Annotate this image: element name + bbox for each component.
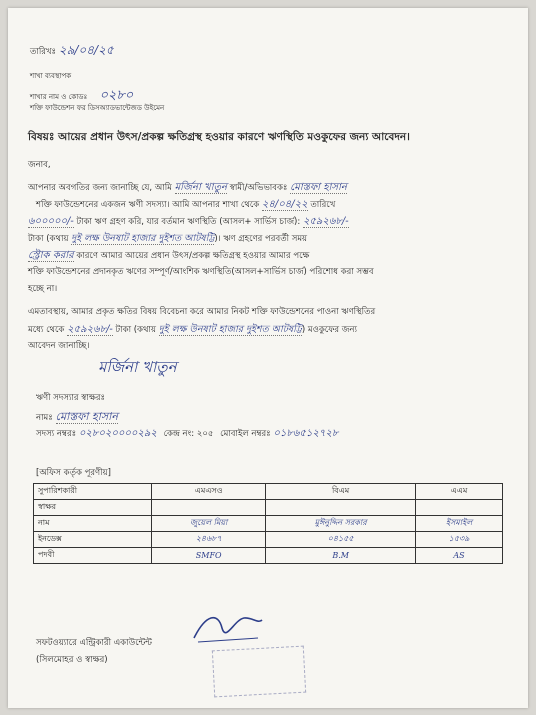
signature-cell <box>266 500 416 516</box>
body-line-7: হচ্ছে না। <box>28 284 58 294</box>
member-number: ০২৮০২০০০০২৯২ <box>78 428 157 439</box>
loan-amount: ৬০০০০০/- <box>28 216 74 227</box>
mobile-number: ০১৮৬৫১২৭২৮ <box>273 428 339 439</box>
loan-date: ২৪/০৪/২২ <box>261 199 308 210</box>
body-line-2: শক্তি ফাউন্ডেশনের একজন ঋণী সদস্যা। আমি আপনার শাখা থেকে ২৪/০৪/২২ তারিখে <box>36 199 336 210</box>
body-line-8: এমতাবস্থায়, আমার প্রকৃত ক্ষতির বিষয় বিবেচনা করে আমার নিকট শক্তি ফাউন্ডেশনের পাওনা ঋণস্থিতির <box>28 307 376 317</box>
application-document <box>8 8 528 708</box>
member-sign-label: ঋণী সদস্যার স্বাক্ষরঃ <box>36 393 106 403</box>
body-line-4: টাকা (কথায় দুই লক্ষ উনষাট হাজার দুইশত আটষট্টি)। ঋণ গ্রহণের পরবর্তী সময় <box>28 233 308 244</box>
member-signature: মর্জিনা খাতুন <box>98 358 177 376</box>
subject-line: বিষয়ঃ আয়ের প্রধান উৎস/প্রকল্প ক্ষতিগ্রস্থ হওয়ার কারণে ঋণস্থিতি মওকুফের জন্য আবেদন। <box>28 131 410 143</box>
addressee-title: শাখা ব্যবস্থাপক <box>30 72 72 80</box>
damage-cause: স্ট্রোক করার <box>28 250 74 261</box>
organization-name: শক্তি ফাউন্ডেশন ফর ডিসঅ্যাডভান্টেজড উইমেন <box>30 104 165 112</box>
body-line-6: শক্তি ফাউন্ডেশনের প্রদানকৃত ঋণের সম্পূর্ণ/আংশিক ঋণস্থিতি(আসল+সার্ভিস চার্জ) পরিশোধ করা সম্ভব <box>28 267 374 277</box>
table-row: পদবী SMFO B.M AS <box>34 548 503 564</box>
table-row: স্বাক্ষর <box>34 500 503 516</box>
seal-sign-note: (সিলমোহর ও স্বাক্ষর) <box>36 655 108 665</box>
accountant-title: সফটওয়্যারে এন্ট্রিকারী একাউন্টেন্ট <box>36 638 152 648</box>
guardian-name: মোস্তফা হাসান <box>290 182 347 193</box>
body-line-10: আবেদন জানাচ্ছি। <box>28 341 90 351</box>
waiver-amount: ২৫৯২৬৮/- <box>67 324 113 335</box>
date-line <box>30 42 114 62</box>
signature-cell <box>152 500 266 516</box>
applicant-name: মর্জিনা খাতুন <box>174 182 227 193</box>
balance-in-words: দুই লক্ষ উনষাট হাজার দুইশত আটষট্টি <box>71 233 215 244</box>
col-recommender: সুপারিশকারী <box>34 484 152 500</box>
table-header-row <box>34 484 503 500</box>
center-number: ২০৫ <box>196 429 214 439</box>
member-info-line: সদস্য নম্বরঃ ০২৮০২০০০০২৯২ কেন্দ্র নং: ২০৫ মোবাইল নম্বরঃ ০১৮৬৫১২৭২৮ <box>36 428 339 439</box>
branch-label: শাখার নাম ও কোডঃ <box>30 93 88 101</box>
waiver-in-words: দুই লক্ষ উনষাট হাজার দুইশত আটষট্টি <box>158 324 302 335</box>
office-heading: [অফিস কর্তৃক পূরণীয়] <box>36 468 111 478</box>
official-stamp <box>212 646 306 698</box>
body-line-9: মধ্যে থেকে ২৫৯২৬৮/- টাকা (কথায় দুই লক্ষ উনষাট হাজার দুইশত আটষট্টি) মওকুফের জন্য <box>28 324 357 335</box>
col-mso: এমএসও <box>152 484 266 500</box>
signature-cell <box>416 500 503 516</box>
col-am: এএম <box>416 484 503 500</box>
col-bm: বিএম <box>266 484 416 500</box>
date-label: তারিখঃ <box>30 47 57 57</box>
member-name: মোস্তফা হাসান <box>55 410 118 423</box>
date-value: ২৯/০৪/২৫ <box>58 43 114 57</box>
body-line-1: আপনার অবগতির জন্য জানাচ্ছি যে, আমি মর্জিনা খাতুন স্বামী/অভিভাবকঃ মোস্তফা হাসান <box>28 182 347 193</box>
outstanding-balance: ২৫৯২৬৮/- <box>302 216 349 227</box>
table-row: ইনডেক্স ২৪৬৮৭ ০৪১৫৫ ১৫৩৯ <box>34 532 503 548</box>
body-line-3: ৬০০০০০/- টাকা ঋণ গ্রহণ করি, যার বর্তমান ঋণস্থিতি (আসল+ সার্ভিস চার্জ): ২৫৯২৬৮/- <box>28 216 349 227</box>
branch-code: ০২৮০ <box>99 88 134 103</box>
body-line-5: স্ট্রোক করার কারণে আমার আয়ের প্রধান উৎস/প্রকল্প ক্ষতিগ্রস্থ হওয়ার আমার পক্ষে <box>28 250 310 261</box>
approval-table <box>33 483 503 564</box>
salutation: জনাব, <box>28 160 51 170</box>
accountant-signature <box>188 608 268 648</box>
member-name-line: নামঃ মোস্তফা হাসান <box>36 410 118 423</box>
table-row: নাম জুয়েল মিয়া মুঈনুদ্দিন সরকার ইসমাইল <box>34 516 503 532</box>
